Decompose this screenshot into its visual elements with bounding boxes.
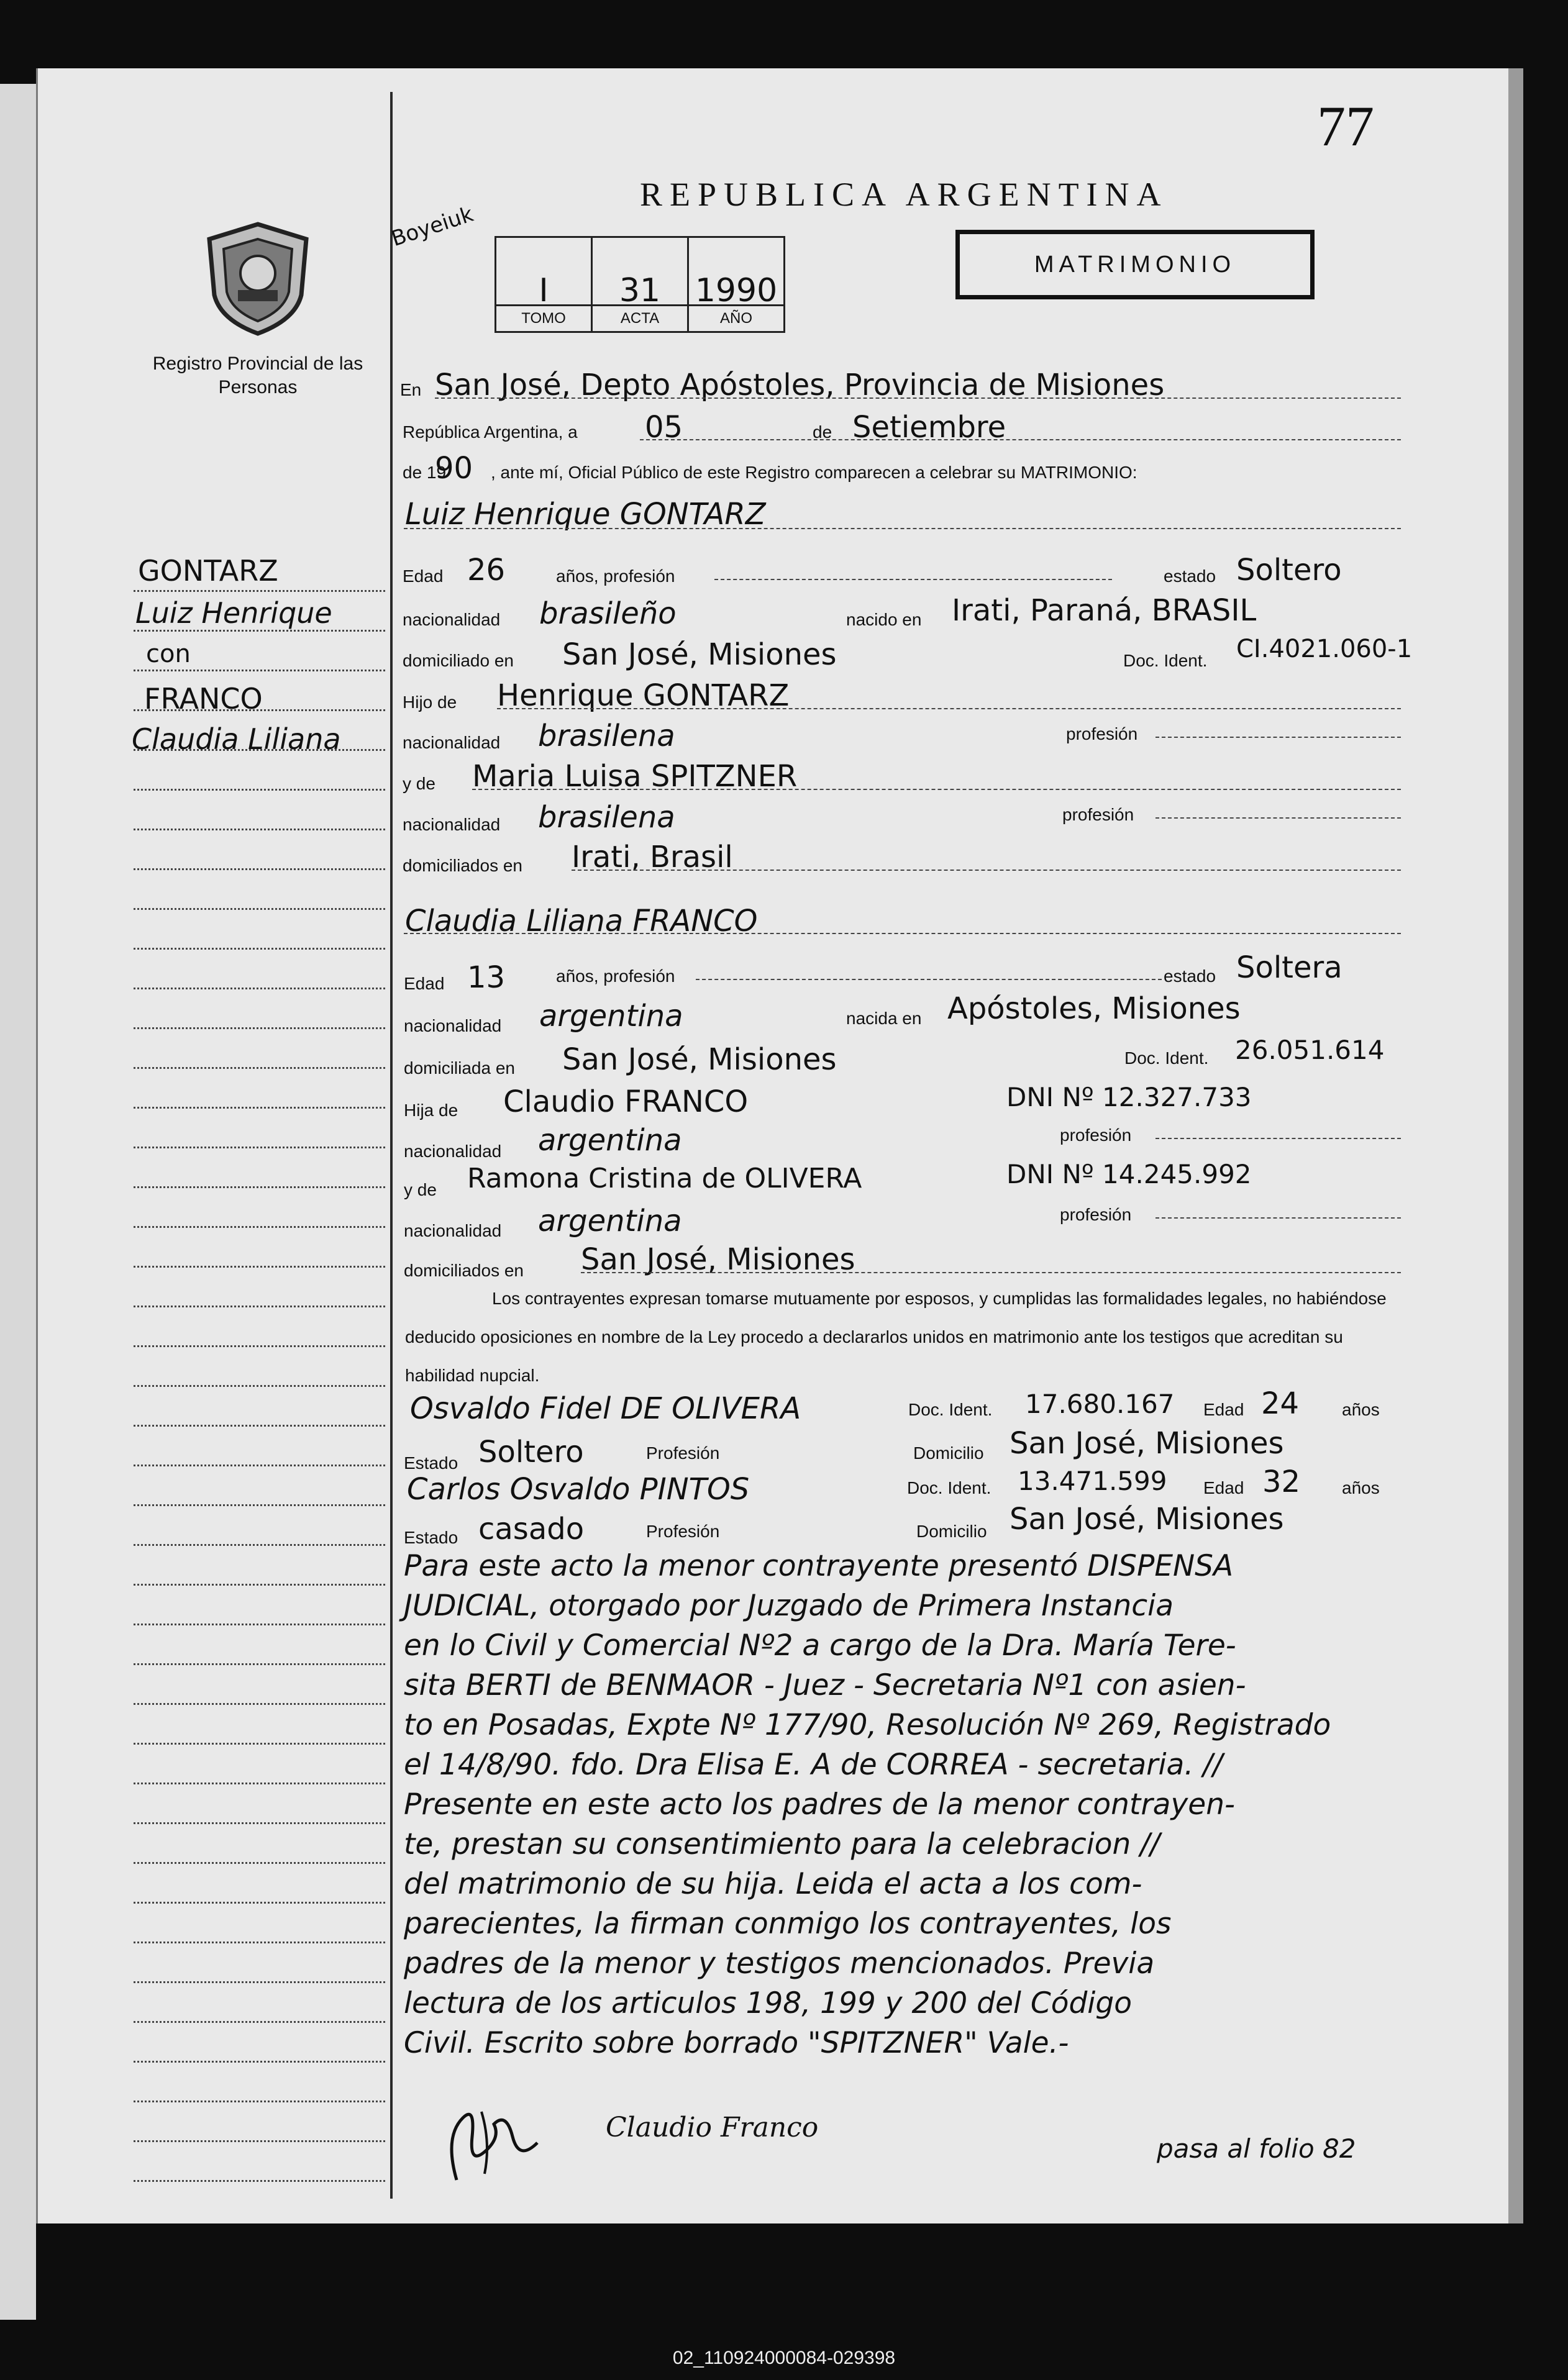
groom-birthplace: Irati, Paraná, BRASIL <box>952 593 1257 628</box>
groom-yde-label: y de <box>403 774 435 793</box>
ano-label: AÑO <box>689 304 783 331</box>
witness2-doc-label: Doc. Ident. <box>907 1478 991 1497</box>
bride-mother-nac-label: nacionalidad <box>404 1221 502 1240</box>
bride-mother-prof-label: profesión <box>1060 1205 1132 1224</box>
observation-line: Presente en este acto los padres de la menor contrayen- <box>404 1787 1235 1822</box>
margin-note-line-5: Claudia Liliana <box>132 722 341 756</box>
groom-father: Henrique GONTARZ <box>497 678 790 713</box>
observation-line: padres de la menor y testigos mencionados. Previa <box>404 1946 1155 1981</box>
acta-value: 31 <box>619 272 661 309</box>
signature-text: Claudio Franco <box>606 2112 819 2143</box>
bride-estado: Soltera <box>1236 950 1342 985</box>
bride-age: 13 <box>467 960 506 995</box>
bride-doc: 26.051.614 <box>1235 1035 1385 1065</box>
margin-rule-line <box>134 1822 385 1824</box>
witness1-dom-label: Domicilio <box>913 1443 984 1463</box>
groom-doc-label: Doc. Ident. <box>1123 651 1208 670</box>
rule <box>1155 737 1401 738</box>
margin-rule-line <box>134 988 385 989</box>
margin-rule-line <box>134 829 385 830</box>
margin-rule-line <box>134 1584 385 1586</box>
margin-note-line-1: GONTARZ <box>138 554 278 588</box>
witness2-edad-label: Edad <box>1203 1478 1244 1497</box>
bride-father-nationality: argentina <box>538 1123 682 1158</box>
margin-rule-line <box>134 1027 385 1029</box>
rule <box>1155 1217 1401 1219</box>
groom-nationality: brasileño <box>539 596 677 631</box>
margin-rule-line <box>134 1345 385 1347</box>
observation-line: to en Posadas, Expte Nº 177/90, Resolución Nº 269, Registrado <box>404 1708 1331 1742</box>
observation-line: el 14/8/90. fdo. Dra Elisa E. A de CORREA - secretaria. // <box>404 1748 1223 1782</box>
witness2-prof-label: Profesión <box>646 1522 720 1541</box>
groom-father-nationality: brasilena <box>538 719 675 753</box>
observation-line: Para este acto la menor contrayente presentó DISPENSA <box>404 1549 1234 1583</box>
month-value: Setiembre <box>852 410 1006 445</box>
groom-anos-label: años, profesión <box>556 566 675 586</box>
groom-mother-prof-label: profesión <box>1062 805 1134 824</box>
groom-father-nac-label: nacionalidad <box>403 733 501 752</box>
margin-rule-line <box>134 1226 385 1228</box>
bride-yde-label: y de <box>404 1180 437 1199</box>
margin-rule-line <box>134 1902 385 1904</box>
groom-nac-label: nacionalidad <box>403 610 501 629</box>
witness2-dom-label: Domicilio <box>916 1522 987 1541</box>
bride-nac-label: nacionalidad <box>404 1016 502 1035</box>
margin-rule-line <box>134 1306 385 1307</box>
bride-hija-label: Hija de <box>404 1101 458 1120</box>
margin-rule-line <box>134 590 385 592</box>
bride-dom-label: domiciliada en <box>404 1058 515 1078</box>
groom-name: Luiz Henrique GONTARZ <box>405 497 766 532</box>
witness1-doc-label: Doc. Ident. <box>908 1400 993 1419</box>
margin-rule-line <box>134 1862 385 1864</box>
signature-bride-father <box>606 2112 916 2161</box>
continuation-note: pasa al folio 82 <box>1157 2133 1356 2164</box>
rule <box>581 1272 1401 1273</box>
margin-rule-line <box>134 1703 385 1705</box>
witness1-age: 24 <box>1261 1386 1300 1421</box>
margin-rule-line <box>134 1147 385 1148</box>
image-caption: 02_110924000084-029398 <box>672 2348 896 2368</box>
margin-rule-line <box>134 1067 385 1069</box>
observation-line: del matrimonio de su hija. Leida el acta a los com- <box>404 1867 1142 1901</box>
groom-age: 26 <box>467 553 506 588</box>
rule <box>1155 817 1401 819</box>
groom-mother-nationality: brasilena <box>538 800 675 835</box>
margin-rule-line <box>134 1942 385 1943</box>
observation-line: en lo Civil y Comercial Nº2 a cargo de la Dra. María Tere- <box>404 1628 1236 1663</box>
rule <box>696 979 1162 980</box>
ano-cell <box>689 238 783 331</box>
bride-parents-dom-label: domiciliados en <box>404 1261 524 1280</box>
bride-father: Claudio FRANCO <box>503 1084 749 1119</box>
groom-estado: Soltero <box>1236 553 1342 588</box>
margin-rule-line <box>134 1465 385 1466</box>
margin-rule-line <box>134 1624 385 1625</box>
margin-note-line-3: con <box>146 640 191 668</box>
margin-rule-line <box>134 2021 385 2023</box>
witness2-domicile: San José, Misiones <box>1010 1502 1284 1537</box>
acta-label: ACTA <box>593 304 687 331</box>
de-label: de <box>813 422 832 442</box>
acta-cell <box>593 238 689 331</box>
witness1-estado-label: Estado <box>404 1453 458 1473</box>
margin-rule-line <box>134 1544 385 1546</box>
groom-mother: Maria Luisa SPITZNER <box>472 759 798 794</box>
groom-father-prof-label: profesión <box>1066 724 1138 743</box>
act-type-box: MATRIMONIO <box>955 230 1315 299</box>
groom-parents-domicile: Irati, Brasil <box>572 840 733 874</box>
margin-rule-line <box>134 2140 385 2142</box>
register-numbers <box>495 236 785 333</box>
book-spine <box>1508 68 1523 2223</box>
rule <box>640 439 1401 440</box>
bride-nacida-label: nacida en <box>846 1009 922 1028</box>
margin-rule-line <box>134 2101 385 2102</box>
republica-label: República Argentina, a <box>403 422 578 442</box>
margin-note-line-4: FRANCO <box>144 682 263 715</box>
declaration-text: Los contrayentes expresan tomarse mutuamente por esposos, y cumplidas las formalidades legales, no habiéndose deducido oposiciones en nombre de la Ley procedo a declararlos unidos en matrimonio ante los testigos que acreditan su habilidad nupcial. <box>405 1289 1387 1385</box>
witness1-domicile: San José, Misiones <box>1010 1426 1284 1461</box>
bride-mother-dni: DNI Nº 14.245.992 <box>1006 1159 1252 1189</box>
bride-nationality: argentina <box>539 999 683 1033</box>
tomo-value: I <box>539 272 549 309</box>
groom-doc: CI.4021.060-1 <box>1236 635 1413 663</box>
observation-line: te, prestan su consentimiento para la celebracion // <box>404 1827 1160 1861</box>
observation-line: parecientes, la firman conmigo los contrayentes, los <box>404 1907 1172 1941</box>
groom-nacido-label: nacido en <box>846 610 922 629</box>
margin-rule-line <box>134 1663 385 1665</box>
rule <box>572 870 1401 871</box>
witness2-estado-label: Estado <box>404 1528 458 1547</box>
margin-rule-line <box>134 670 385 671</box>
witness1-name: Osvaldo Fidel DE OLIVERA <box>410 1391 801 1426</box>
witness2-name: Carlos Osvaldo PINTOS <box>407 1472 750 1507</box>
handwritten-note: Boyeiuk <box>388 201 476 252</box>
year-value: 90 <box>435 451 473 486</box>
witness2-age: 32 <box>1262 1465 1301 1499</box>
rule <box>435 397 1401 399</box>
bride-domicile: San José, Misiones <box>562 1042 837 1077</box>
provincial-seal-icon <box>202 220 314 337</box>
year-prefix: de 19 <box>403 463 447 482</box>
margin-rule-line <box>134 1425 385 1427</box>
rule <box>497 708 1401 709</box>
margin-rule-line <box>134 1186 385 1188</box>
witness2-doc: 13.471.599 <box>1018 1466 1167 1496</box>
witness1-anos-label: años <box>1342 1400 1380 1419</box>
observation-line: sita BERTI de BENMAOR - Juez - Secretaria Nº1 con asien- <box>404 1668 1246 1702</box>
rule <box>1155 1138 1401 1139</box>
page-title: REPUBLICA ARGENTINA <box>640 176 1169 213</box>
witness1-edad-label: Edad <box>1203 1400 1244 1419</box>
folio-number: 77 <box>1317 94 1374 158</box>
rule <box>714 579 1112 580</box>
margin-rule-line <box>134 1385 385 1387</box>
adjacent-page-edge <box>0 84 36 2320</box>
signature-scribble-icon <box>438 2099 550 2189</box>
tomo-label: TOMO <box>496 304 591 331</box>
rule <box>404 528 1401 529</box>
margin-rule-line <box>134 1783 385 1784</box>
bride-father-dni: DNI Nº 12.327.733 <box>1006 1082 1252 1112</box>
margin-rule-line <box>134 630 385 632</box>
groom-parents-dom-label: domiciliados en <box>403 856 522 875</box>
witness1-doc: 17.680.167 <box>1025 1389 1175 1419</box>
witness2-estado: casado <box>478 1512 585 1547</box>
bride-estado-label: estado <box>1164 966 1216 986</box>
witness2-anos-label: años <box>1342 1478 1380 1497</box>
margin-rule <box>390 92 393 2199</box>
bride-parents-domicile: San José, Misiones <box>581 1242 855 1277</box>
office-name: Registro Provincial de las Personas <box>152 353 363 397</box>
day-value: 05 <box>645 410 683 445</box>
bride-mother: Ramona Cristina de OLIVERA <box>467 1163 862 1194</box>
rule <box>472 789 1401 790</box>
bride-father-nac-label: nacionalidad <box>404 1142 502 1161</box>
margin-rule-line <box>134 1504 385 1506</box>
observation-line: lectura de los articulos 198, 199 y 200 del Código <box>404 1986 1132 2020</box>
rule <box>404 933 1401 934</box>
bride-name: Claudia Liliana FRANCO <box>405 904 758 938</box>
en-label: En <box>400 380 422 399</box>
margin-rule-line <box>134 868 385 870</box>
margin-rule-line <box>134 2180 385 2182</box>
statement-text: , ante mí, Oficial Público de este Registro comparecen a celebrar su MATRIMONIO: <box>491 463 1137 482</box>
place-value: San José, Depto Apóstoles, Provincia de Misiones <box>435 368 1165 402</box>
groom-mother-nac-label: nacionalidad <box>403 815 501 834</box>
bride-edad-label: Edad <box>404 974 445 993</box>
ano-value: 1990 <box>695 272 778 309</box>
bride-mother-nationality: argentina <box>538 1204 682 1238</box>
groom-edad-label: Edad <box>403 566 444 586</box>
observations-block <box>404 1547 1392 2063</box>
margin-rule-line <box>134 1743 385 1745</box>
bride-birthplace: Apóstoles, Misiones <box>947 991 1241 1026</box>
margin-rule-line <box>134 789 385 791</box>
tomo-cell <box>496 238 593 331</box>
witness1-prof-label: Profesión <box>646 1443 720 1463</box>
groom-estado-label: estado <box>1164 566 1216 586</box>
margin-rule-line <box>134 1107 385 1109</box>
groom-dom-label: domiciliado en <box>403 651 514 670</box>
witness1-estado: Soltero <box>478 1435 584 1469</box>
groom-hijo-label: Hijo de <box>403 693 457 712</box>
groom-domicile: San José, Misiones <box>562 637 837 672</box>
margin-rule-line <box>134 1266 385 1268</box>
margin-rule-line <box>134 2061 385 2063</box>
margin-note-line-2: Luiz Henrique <box>135 596 332 630</box>
margin-rule-line <box>134 908 385 910</box>
bride-doc-label: Doc. Ident. <box>1124 1048 1209 1068</box>
observation-line: Civil. Escrito sobre borrado "SPITZNER" Vale.- <box>404 2026 1069 2060</box>
observation-line: JUDICIAL, otorgado por Juzgado de Primera Instancia <box>404 1589 1174 1623</box>
margin-rule-line <box>134 1981 385 1983</box>
bride-father-prof-label: profesión <box>1060 1125 1132 1145</box>
margin-rule-line <box>134 948 385 950</box>
bride-anos-label: años, profesión <box>556 966 675 986</box>
